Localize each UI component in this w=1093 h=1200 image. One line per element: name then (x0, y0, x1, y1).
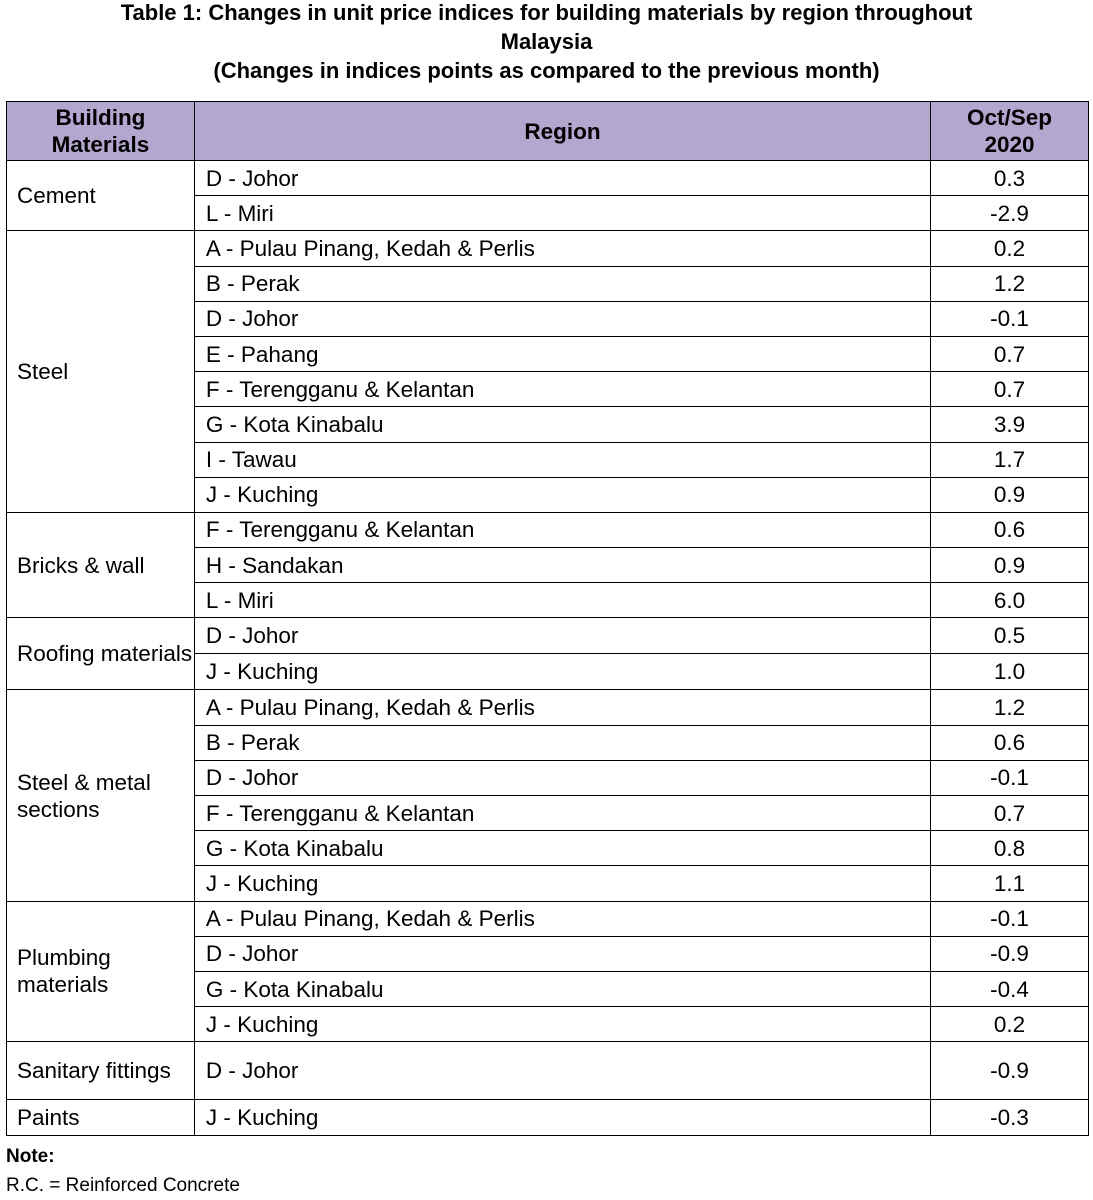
region-cell: A - Pulau Pinang, Kedah & Perlis (194, 901, 930, 936)
value-cell: 1.2 (931, 690, 1089, 725)
value-cell: 0.2 (931, 1007, 1089, 1042)
table-row (7, 512, 1089, 547)
table-row (7, 901, 1089, 936)
material-cell: Paints (7, 1100, 195, 1135)
region-cell: I - Tawau (194, 442, 930, 477)
region-cell: B - Perak (194, 266, 930, 301)
material-cell: Bricks & wall (7, 512, 195, 618)
table-row (7, 690, 1089, 725)
material-cell: Steel & metal sections (7, 690, 195, 901)
material-cell: Plumbing materials (7, 901, 195, 1042)
region-cell: J - Kuching (194, 477, 930, 512)
header-building-materials: Building Materials (7, 102, 195, 161)
value-cell: 0.2 (931, 231, 1089, 266)
region-cell: D - Johor (194, 618, 930, 654)
price-index-table (6, 101, 1089, 1136)
value-cell: 1.7 (931, 442, 1089, 477)
table-body (7, 161, 1089, 1136)
table-row (7, 618, 1089, 654)
value-cell: -0.9 (931, 936, 1089, 971)
value-cell: -0.1 (931, 301, 1089, 336)
region-cell: D - Johor (194, 936, 930, 971)
region-cell: D - Johor (194, 161, 930, 196)
value-cell: 1.2 (931, 266, 1089, 301)
region-cell: J - Kuching (194, 1100, 930, 1135)
value-cell: 0.9 (931, 548, 1089, 583)
material-cell: Cement (7, 161, 195, 231)
region-cell: H - Sandakan (194, 548, 930, 583)
region-cell: D - Johor (194, 1042, 930, 1100)
value-cell: 0.5 (931, 618, 1089, 654)
region-cell: G - Kota Kinabalu (194, 831, 930, 866)
region-cell: G - Kota Kinabalu (194, 971, 930, 1006)
region-cell: L - Miri (194, 196, 930, 231)
region-cell: G - Kota Kinabalu (194, 407, 930, 442)
value-cell: 0.9 (931, 477, 1089, 512)
material-cell: Sanitary fittings (7, 1042, 195, 1100)
title-line-3: (Changes in indices points as compared to the previous month) (213, 58, 880, 83)
value-cell: -0.9 (931, 1042, 1089, 1100)
value-cell: -0.1 (931, 901, 1089, 936)
value-cell: -0.4 (931, 971, 1089, 1006)
region-cell: A - Pulau Pinang, Kedah & Perlis (194, 690, 930, 725)
header-region: Region (194, 102, 930, 161)
header-oct-sep-2020: Oct/Sep 2020 (931, 102, 1089, 161)
value-cell: 0.7 (931, 336, 1089, 371)
note-title: Note: (6, 1146, 55, 1167)
title-line-2: Malaysia (500, 29, 593, 54)
region-cell: D - Johor (194, 760, 930, 795)
region-cell: F - Terengganu & Kelantan (194, 512, 930, 547)
value-cell: 1.1 (931, 866, 1089, 901)
region-cell: A - Pulau Pinang, Kedah & Perlis (194, 231, 930, 266)
table-row (7, 1042, 1089, 1100)
note-text: R.C. = Reinforced Concrete (6, 1175, 240, 1196)
region-cell: L - Miri (194, 583, 930, 618)
value-cell: -0.3 (931, 1100, 1089, 1135)
region-cell: J - Kuching (194, 866, 930, 901)
material-cell: Roofing materials (7, 618, 195, 690)
title-line-1: Table 1: Changes in unit price indices for building materials by region throughout (120, 0, 973, 25)
value-cell: 0.7 (931, 796, 1089, 831)
value-cell: -0.1 (931, 760, 1089, 795)
region-cell: J - Kuching (194, 1007, 930, 1042)
value-cell: 0.8 (931, 831, 1089, 866)
table-row (7, 1100, 1089, 1135)
table-row (7, 161, 1089, 196)
table-row (7, 231, 1089, 266)
region-cell: D - Johor (194, 301, 930, 336)
value-cell: 0.6 (931, 725, 1089, 760)
material-cell: Steel (7, 231, 195, 513)
table-title (0, 0, 1093, 85)
value-cell: 3.9 (931, 407, 1089, 442)
value-cell: 1.0 (931, 654, 1089, 690)
region-cell: F - Terengganu & Kelantan (194, 796, 930, 831)
value-cell: 6.0 (931, 583, 1089, 618)
note-section (6, 1145, 240, 1198)
region-cell: E - Pahang (194, 336, 930, 371)
region-cell: F - Terengganu & Kelantan (194, 372, 930, 407)
header-row (7, 102, 1089, 161)
value-cell: 0.6 (931, 512, 1089, 547)
region-cell: B - Perak (194, 725, 930, 760)
value-cell: 0.3 (931, 161, 1089, 196)
value-cell: 0.7 (931, 372, 1089, 407)
value-cell: -2.9 (931, 196, 1089, 231)
region-cell: J - Kuching (194, 654, 930, 690)
